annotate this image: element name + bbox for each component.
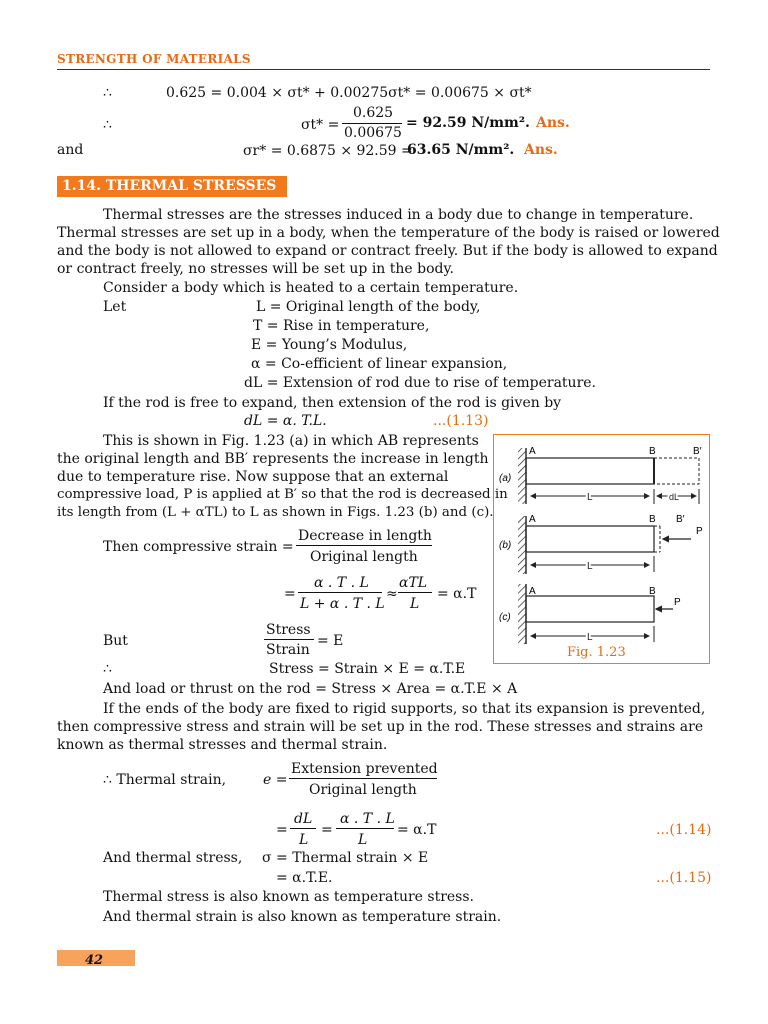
fraction-bar	[336, 828, 394, 829]
thermal-rod-diagram	[493, 434, 710, 644]
point-b-label: B	[649, 586, 656, 597]
equals-sign: =	[284, 586, 296, 602]
paragraph-line: its length from (L + αTL) to L as shown in Figs. 1.23 (b) and (c).	[57, 505, 494, 520]
frac-numerator: 0.625	[353, 105, 394, 121]
frac-numerator: α . T . L	[340, 811, 395, 827]
frac-denominator: Original length	[310, 549, 418, 565]
page-number: 42	[85, 953, 104, 968]
therefore-symbol: ∴	[103, 117, 112, 133]
paragraph-line: And load or thrust on the rod = Stress × Area = α.T.E × A	[103, 681, 518, 697]
equals-sign: =	[321, 822, 333, 838]
thermal-stress-eq-2: = α.T.E.	[276, 870, 333, 886]
fraction-bar	[298, 592, 382, 593]
equation-1-13: dL = α. T.L.	[244, 413, 327, 429]
definition-line: L = Original length of the body,	[256, 299, 481, 315]
point-a-label: A	[529, 446, 536, 457]
load-p-label: P	[674, 597, 681, 608]
result-value: = 92.59 N/mm².	[406, 115, 530, 131]
result-value: 63.65 N/mm².	[407, 142, 515, 158]
definition-line: α = Co-efficient of linear expansion,	[251, 356, 508, 372]
part-b-label: (b)	[499, 540, 512, 551]
but-word: But	[103, 633, 128, 649]
frac-numerator: Stress	[266, 622, 311, 638]
paragraph-line: and the body is not allowed to expand or contract freely. But if the body is allowed to expand	[57, 243, 718, 259]
paragraph-line: the original length and BB′ represents the increase in length	[57, 451, 489, 467]
equation-tag: ...(1.13)	[433, 413, 489, 429]
length-l-label: L	[587, 492, 593, 503]
therefore-symbol: ∴	[103, 85, 112, 101]
frac-numerator: Extension prevented	[291, 761, 438, 777]
sigma-t-lhs: σt* =	[301, 117, 340, 133]
thermal-stress-eq-1: σ = Thermal strain × E	[262, 850, 429, 866]
frac-numerator: Decrease in length	[298, 528, 432, 544]
running-header: STRENGTH OF MATERIALS	[57, 52, 251, 66]
and-word: and	[57, 142, 84, 158]
equation-tag: ...(1.15)	[656, 870, 712, 886]
rod	[526, 596, 654, 622]
fraction-bar	[289, 778, 437, 779]
load-p-label: P	[696, 526, 703, 537]
definition-line: dL = Extension of rod due to rise of temperature.	[244, 375, 596, 391]
paragraph-line: or contract freely, no stresses will be set up in the body.	[57, 261, 454, 277]
let-word: Let	[103, 299, 127, 315]
frac-denominator: L	[410, 596, 420, 612]
paragraph-line: And thermal strain is also known as temperature strain.	[103, 909, 502, 925]
length-l-label: L	[587, 561, 593, 572]
header-rule	[57, 69, 710, 70]
stress-equation: Stress = Strain × E = α.T.E	[269, 661, 466, 677]
length-l-label: L	[587, 632, 593, 643]
approx-sign: ≈	[386, 586, 398, 602]
paragraph-line: then compressive stress and strain will be set up in the rod. These stresses and strains are	[57, 719, 704, 735]
equation-tag: ...(1.14)	[656, 822, 712, 838]
thermal-strain-label: ∴ Thermal strain,	[103, 772, 227, 788]
fraction-bar	[264, 639, 314, 640]
therefore-symbol: ∴	[103, 661, 112, 677]
rod-extension	[654, 458, 699, 484]
fraction-bar	[290, 828, 316, 829]
equals-sign: =	[276, 822, 288, 838]
result-value: = α.T	[397, 822, 437, 838]
frac-denominator: L	[299, 832, 309, 848]
wall-support	[518, 516, 526, 574]
point-b-prime-label: B′	[693, 446, 702, 457]
section-heading: 1.14. THERMAL STRESSES	[62, 178, 277, 194]
paragraph-line: known as thermal stresses and thermal strain.	[57, 737, 388, 753]
equation-line-1: 0.625 = 0.004 × σt* + 0.00275σt* = 0.00675 × σt*	[166, 85, 532, 101]
figure-part-a	[499, 446, 702, 504]
result-value: = E	[317, 633, 344, 649]
rod	[526, 526, 654, 552]
sigma-r-equation: σr* = 0.6875 × 92.59 =	[243, 143, 413, 159]
thermal-stress-label: And thermal stress,	[103, 850, 243, 866]
figure-part-c	[499, 584, 681, 644]
fraction-bar	[296, 545, 432, 546]
extension-dl-label: dL	[669, 492, 680, 502]
part-a-label: (a)	[499, 473, 512, 484]
result-value: = α.T	[437, 586, 477, 602]
part-c-label: (c)	[499, 612, 511, 623]
frac-denominator: L + α . T . L	[300, 596, 385, 612]
paragraph-line: due to temperature rise. Now suppose that an external	[57, 469, 449, 485]
wall-support	[518, 448, 526, 504]
point-b-prime-label: B′	[676, 514, 685, 525]
frac-numerator: dL	[294, 811, 313, 827]
strain-intro: Then compressive strain =	[103, 539, 294, 555]
frac-denominator: Strain	[266, 642, 310, 658]
paragraph-line: If the rod is free to expand, then extension of the rod is given by	[103, 395, 562, 411]
ans-label: Ans.	[536, 115, 570, 131]
paragraph-line: If the ends of the body are fixed to rigid supports, so that its expansion is prevented,	[103, 701, 706, 717]
definition-line: E = Young’s Modulus,	[251, 337, 408, 353]
definition-line: T = Rise in temperature,	[253, 318, 430, 334]
e-equals: e =	[263, 772, 288, 788]
figure-caption: Fig. 1.23	[567, 645, 626, 660]
fraction-bar	[398, 592, 432, 593]
frac-numerator: α . T . L	[314, 575, 369, 591]
frac-denominator: 0.00675	[344, 125, 402, 141]
paragraph-line: Consider a body which is heated to a certain temperature.	[103, 280, 519, 296]
point-b-label: B	[649, 446, 656, 457]
wall-support	[518, 584, 526, 644]
frac-denominator: L	[358, 832, 368, 848]
paragraph-line: Thermal stress is also known as temperature stress.	[103, 889, 474, 905]
paragraph-line: Thermal stresses are set up in a body, when the temperature of the body is raised or lowered	[57, 225, 720, 241]
paragraph-line: Thermal stresses are the stresses induced in a body due to change in temperature.	[103, 207, 694, 223]
point-b-label: B	[649, 514, 656, 525]
point-a-label: A	[529, 514, 536, 525]
frac-denominator: Original length	[309, 782, 417, 798]
paragraph-line: This is shown in Fig. 1.23 (a) in which AB represents	[103, 433, 479, 449]
frac-numerator: αTL	[399, 575, 428, 591]
paragraph-line: compressive load, P is applied at B′ so that the rod is decreased in	[57, 487, 508, 502]
point-a-label: A	[529, 586, 536, 597]
rod	[526, 458, 654, 484]
ans-label: Ans.	[524, 142, 558, 158]
figure-part-b	[499, 514, 703, 574]
